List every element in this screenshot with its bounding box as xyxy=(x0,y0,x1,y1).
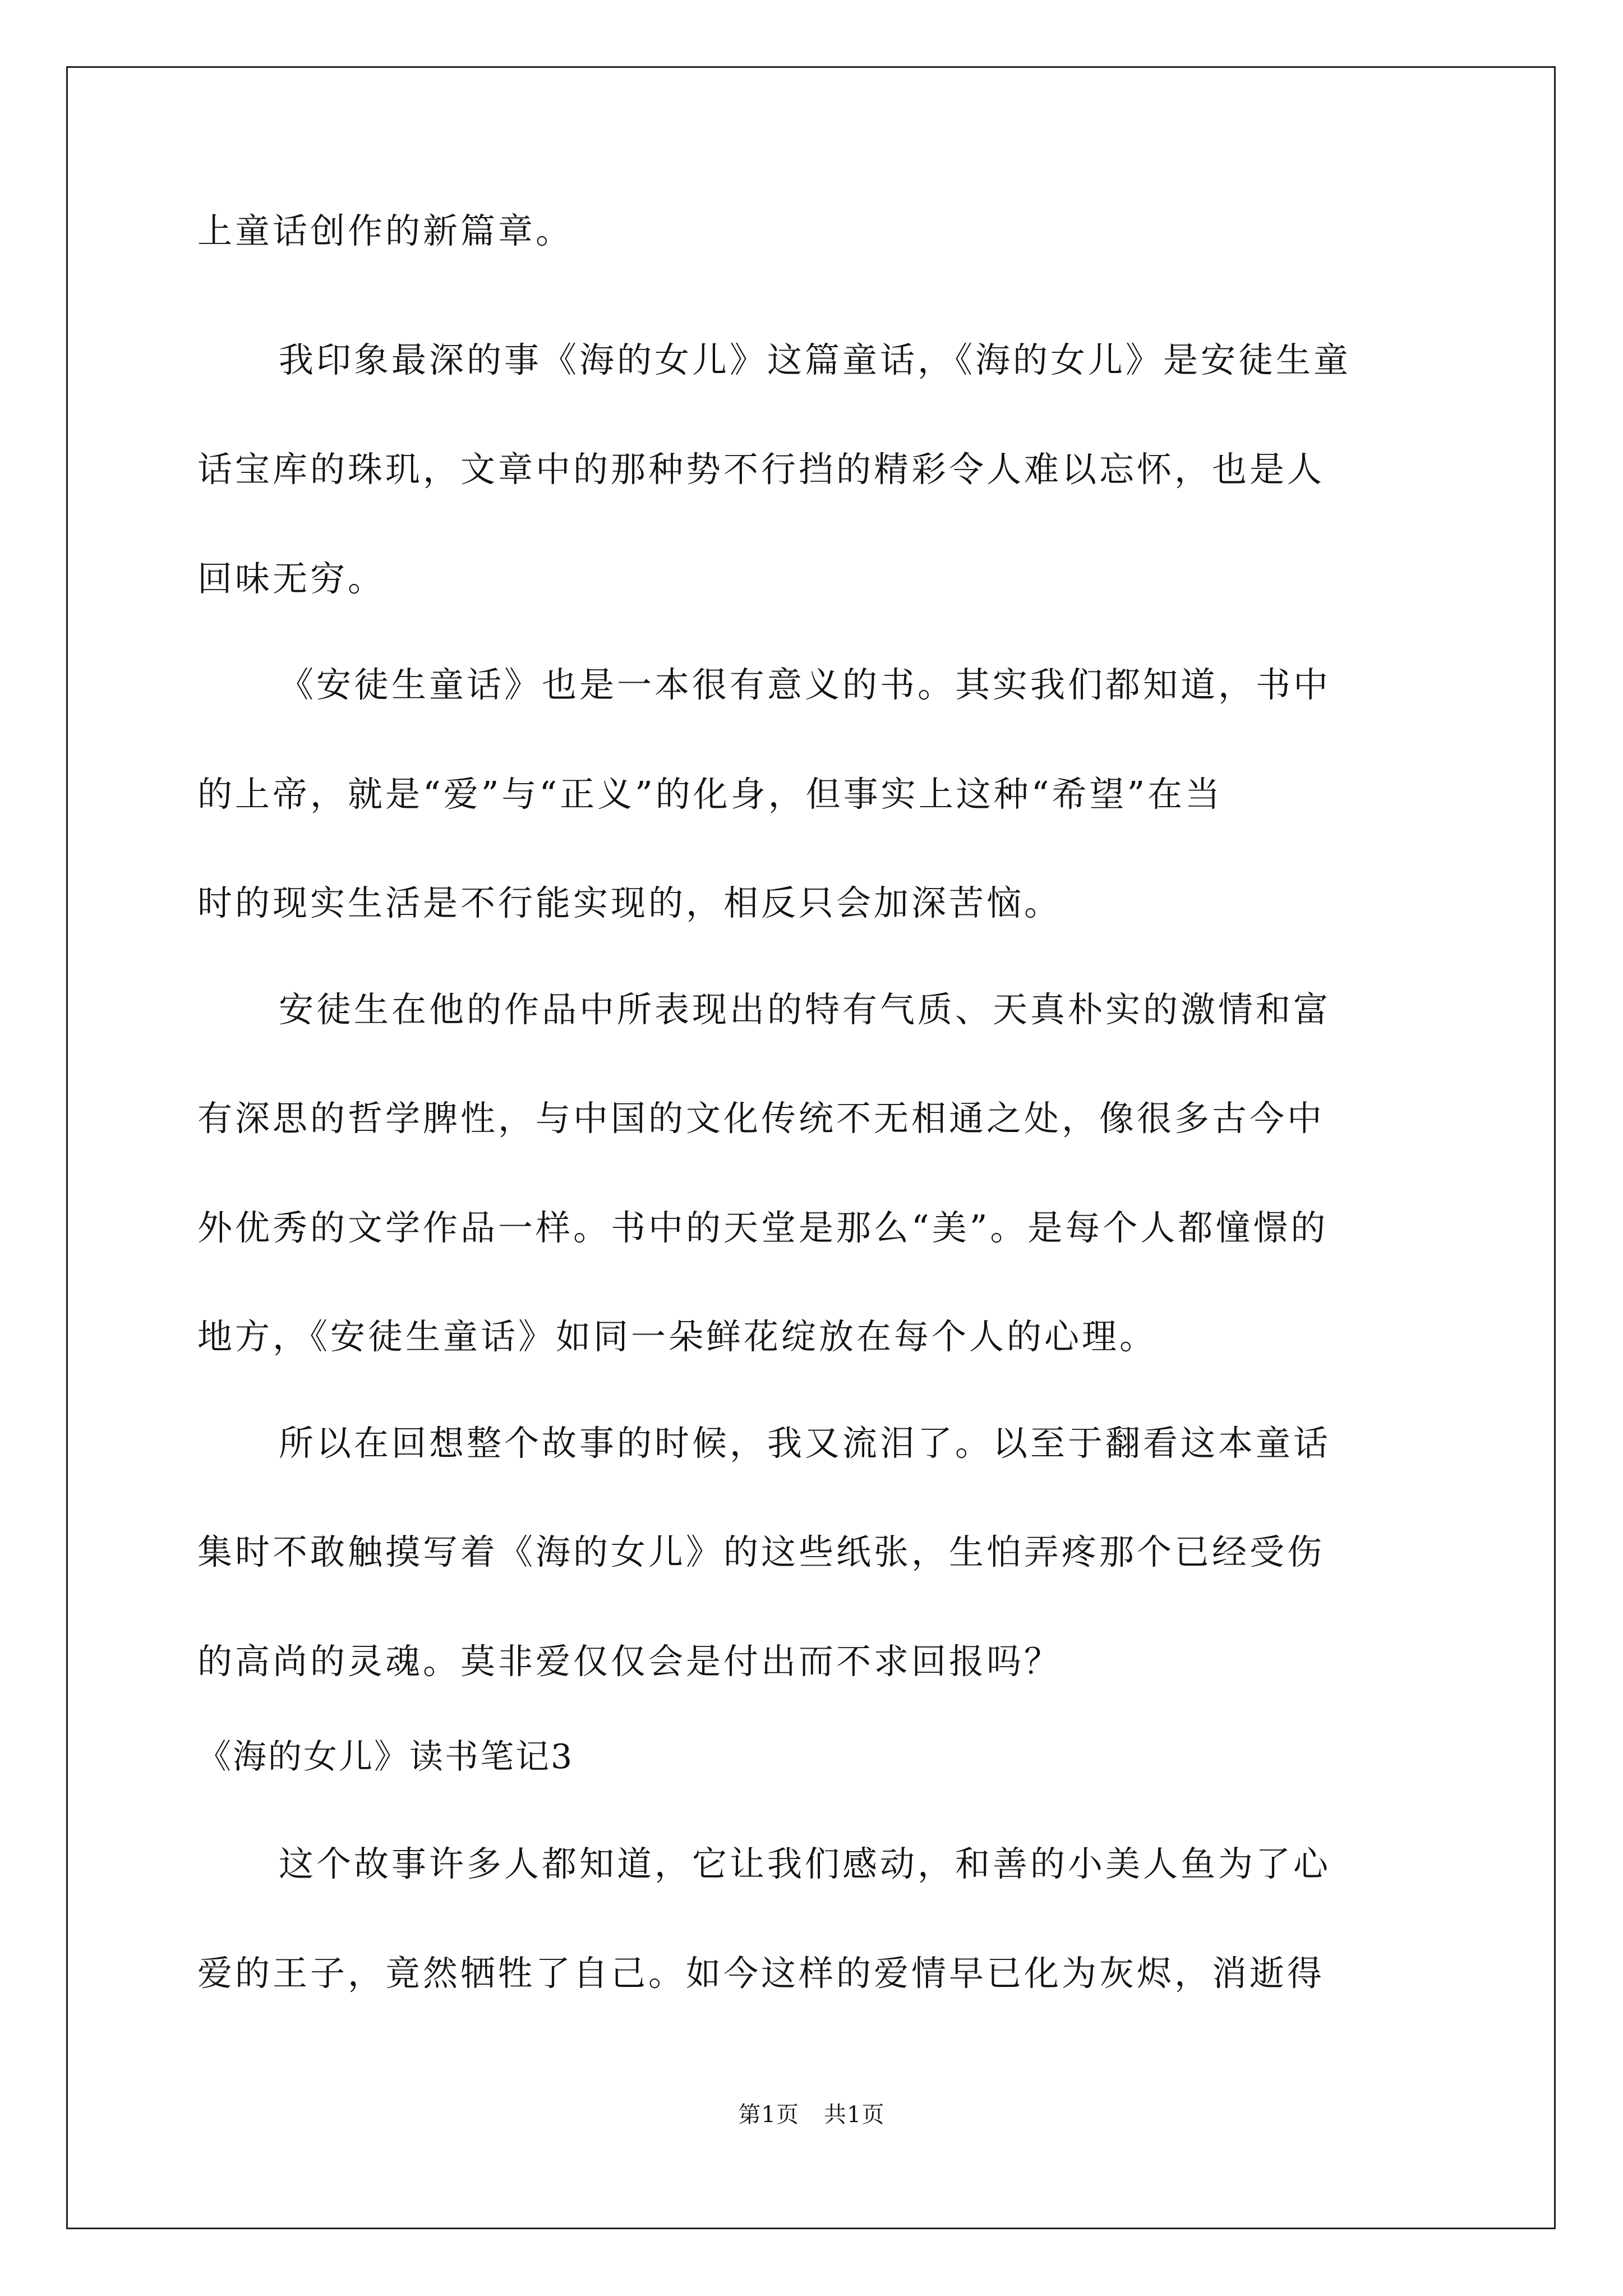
paragraph-line: 话宝库的珠玑，文章中的那种势不行挡的精彩令人难以忘怀，也是人 xyxy=(197,449,1325,490)
paragraph-line: 集时不敢触摸写着《海的女儿》的这些纸张，生怕弄疼那个已经受伤 xyxy=(197,1531,1325,1572)
page-footer xyxy=(0,2101,1623,2129)
page-border xyxy=(66,66,1556,2229)
paragraph-line: 地方，《安徒生童话》如同一朵鲜花绽放在每个人的心理。 xyxy=(197,1316,1158,1357)
page-number: 第1页 xyxy=(738,2102,799,2128)
paragraph-line: 有深思的哲学脾性，与中国的文化传统不无相通之处，像很多古今中 xyxy=(197,1098,1325,1139)
paragraph-line: 时的现实生活是不行能实现的，相反只会加深苦恼。 xyxy=(197,882,1062,923)
paragraph-line: 爱的王子，竟然牺牲了自己。如今这样的爱情早已化为灰烬，消逝得 xyxy=(197,1953,1325,1994)
paragraph-line: 外优秀的文学作品一样。书中的天堂是那么“美”。是每个人都憧憬的 xyxy=(197,1207,1329,1248)
paragraph-line: 所以在回想整个故事的时候，我又流泪了。以至于翻看这本童话 xyxy=(279,1423,1331,1464)
paragraph-line: 我印象最深的事《海的女儿》这篇童话，《海的女儿》是安徒生童 xyxy=(279,339,1352,380)
paragraph-line: 的高尚的灵魂。莫非爱仅仅会是付出而不求回报吗？ xyxy=(197,1641,1062,1682)
paragraph-line: 这个故事许多人都知道，它让我们感动，和善的小美人鱼为了心 xyxy=(279,1843,1331,1884)
paragraph-line: 上童话创作的新篇章。 xyxy=(197,210,574,251)
page-total: 共1页 xyxy=(824,2102,885,2128)
paragraph-line: 安徒生在他的作品中所表现出的特有气质、天真朴实的激情和富 xyxy=(279,989,1331,1030)
paragraph-line: 《安徒生童话》也是一本很有意义的书。其实我们都知道，书中 xyxy=(279,664,1331,705)
section-heading: 《海的女儿》读书笔记3 xyxy=(197,1737,574,1777)
paragraph-line: 回味无穷。 xyxy=(197,558,386,599)
paragraph-line: 的上帝，就是“爱”与“正义”的化身，但事实上这种“希望”在当 xyxy=(197,774,1223,815)
